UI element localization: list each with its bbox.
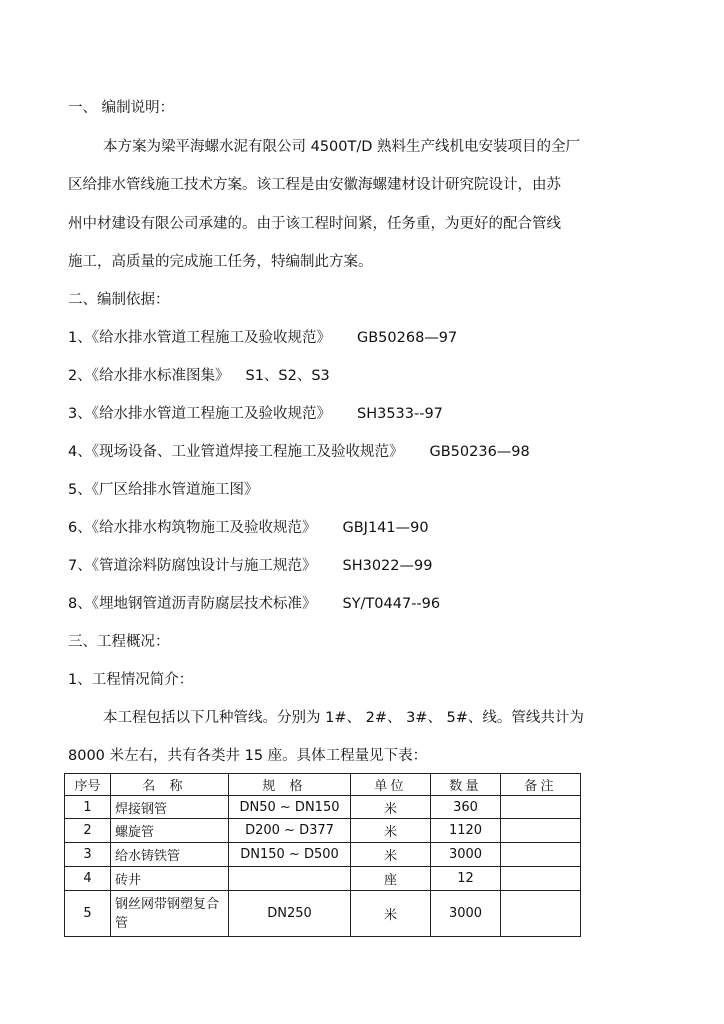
- reference-item: [68, 367, 330, 385]
- reference-code: GBJ141—90: [342, 520, 429, 536]
- section1-para-line-1: 本方案为梁平海螺水泥有限公司 4500T/D 熟料生产线机电安装项目的全厂: [103, 139, 581, 155]
- reference-item: [68, 329, 457, 347]
- cell-spec: DN250: [229, 891, 351, 937]
- cell-no: 1: [65, 796, 111, 819]
- reference-title: 4、《现场设备、工业管道焊接工程施工及验收规范》: [68, 444, 404, 460]
- section2-heading: 二、编制依据：: [68, 292, 170, 308]
- reference-title: 1、《给水排水管道工程施工及验收规范》: [68, 330, 331, 346]
- reference-code: GB50268—97: [356, 330, 458, 346]
- cell-note: [501, 843, 581, 867]
- table-header-row: [65, 774, 581, 796]
- cell-no: 2: [65, 819, 111, 843]
- cell-name: 给水铸铁管: [111, 843, 229, 867]
- reference-item: [68, 481, 258, 499]
- section1-para-line-4: 施工，高质量的完成施工任务，特编制此方案。: [68, 254, 373, 270]
- reference-item: [68, 519, 429, 537]
- quantity-table: [64, 773, 581, 937]
- header-note: 备注: [501, 774, 581, 796]
- cell-qty: 3000: [431, 891, 501, 937]
- reference-item: [68, 595, 440, 613]
- section1-para-line-3: 州中材建设有限公司承建的。由于该工程时间紧，任务重，为更好的配合管线: [68, 216, 561, 232]
- table-row: [65, 819, 581, 843]
- cell-note: [501, 819, 581, 843]
- cell-note: [501, 796, 581, 819]
- cell-spec: D200 ~ D377: [229, 819, 351, 843]
- cell-name: 钢丝网带钢塑复合管: [111, 891, 229, 937]
- reference-title: 6、《给水排水构筑物施工及验收规范》: [68, 520, 317, 536]
- section3-para-line-1: 本工程包括以下几种管线。分别为 1#、 2#、 3#、 5#、线。管线共计为: [103, 710, 584, 726]
- section3-para-line-2: 8000 米左右，共有各类井 15 座。具体工程量见下表：: [68, 748, 428, 764]
- header-spec: 规格: [229, 774, 351, 796]
- cell-spec: [229, 867, 351, 891]
- table-row: [65, 796, 581, 819]
- cell-no: 4: [65, 867, 111, 891]
- cell-no: 5: [65, 891, 111, 937]
- cell-qty: 1120: [431, 819, 501, 843]
- header-unit: 单位: [351, 774, 431, 796]
- table-row: [65, 843, 581, 867]
- reference-code: SH3533--97: [356, 406, 443, 422]
- reference-title: 8、《埋地钢管道沥青防腐层技术标准》: [68, 596, 317, 612]
- reference-title: 7、《管道涂料防腐蚀设计与施工规范》: [68, 558, 317, 574]
- cell-name: 砖井: [111, 867, 229, 891]
- cell-note: [501, 867, 581, 891]
- reference-title: 2、《给水排水标准图集》: [68, 368, 230, 384]
- reference-item: [68, 557, 432, 575]
- cell-name: 螺旋管: [111, 819, 229, 843]
- cell-spec: DN150 ~ D500: [229, 843, 351, 867]
- cell-unit: 米: [351, 843, 431, 867]
- cell-qty: 3000: [431, 843, 501, 867]
- reference-code: SH3022—99: [342, 558, 433, 574]
- cell-name: 焊接钢管: [111, 796, 229, 819]
- reference-item: [68, 443, 530, 461]
- header-no: 序号: [65, 774, 111, 796]
- cell-qty: 360: [431, 796, 501, 819]
- reference-title: 3、《给水排水管道工程施工及验收规范》: [68, 406, 331, 422]
- reference-code: S1、S2、S3: [245, 368, 330, 384]
- reference-item: [68, 405, 443, 423]
- header-qty: 数量: [431, 774, 501, 796]
- reference-title: 5、《厂区给排水管道施工图》: [68, 482, 259, 498]
- reference-code: GB50236—98: [429, 444, 530, 460]
- reference-code: SY/T0447--96: [342, 596, 441, 612]
- table-row: [65, 891, 581, 937]
- section3-heading: 三、工程概况：: [68, 634, 170, 650]
- header-name: 名称: [111, 774, 229, 796]
- cell-qty: 12: [431, 867, 501, 891]
- cell-unit: 米: [351, 796, 431, 819]
- cell-no: 3: [65, 843, 111, 867]
- table-row: [65, 867, 581, 891]
- cell-unit: 米: [351, 891, 431, 937]
- cell-unit: 米: [351, 819, 431, 843]
- cell-spec: DN50 ~ DN150: [229, 796, 351, 819]
- section1-para-line-2: 区给排水管线施工技术方案。该工程是由安徽海螺建材设计研究院设计，由苏: [68, 177, 561, 193]
- cell-unit: 座: [351, 867, 431, 891]
- cell-note: [501, 891, 581, 937]
- section1-heading: 一、 编制说明：: [68, 100, 175, 116]
- section3-subheading: 1、工程情况简介：: [68, 672, 194, 688]
